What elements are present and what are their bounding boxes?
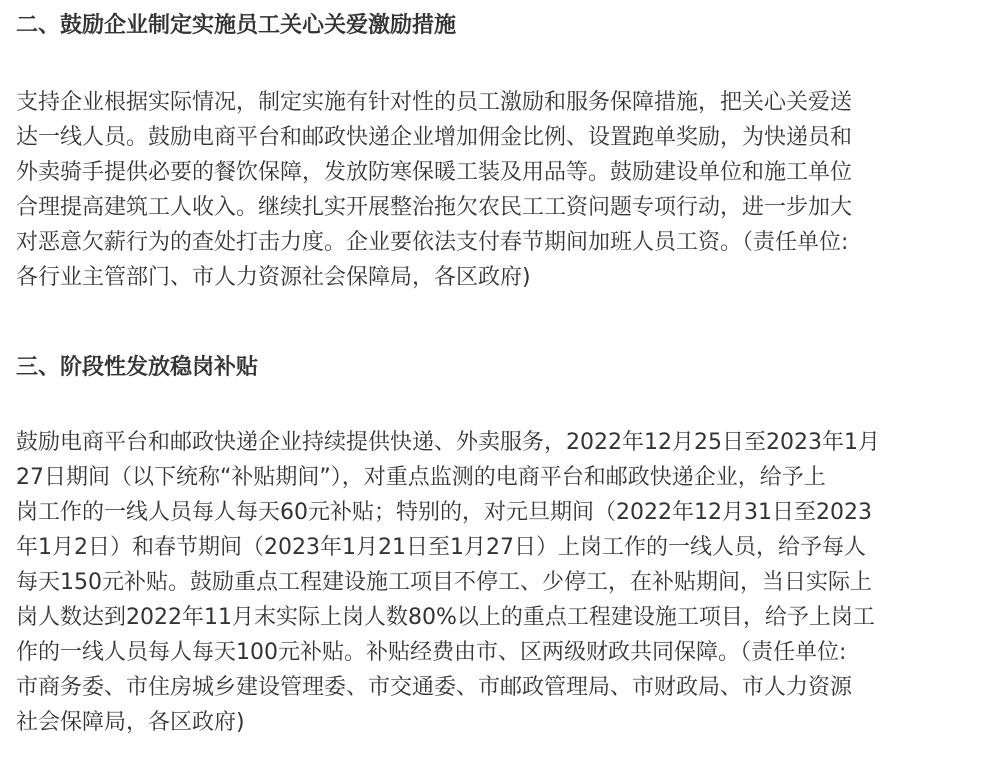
paragraph-line: 支持企业根据实际情况，制定实施有针对性的员工激励和服务保障措施，把关心关爱送	[16, 90, 853, 115]
paragraph-line: 年1月2日）和春节期间（2023年1月21日至1月27日）上岗工作的一线人员，给予每人	[16, 535, 866, 560]
section-heading: 二、鼓励企业制定实施员工关心关爱激励措施	[16, 13, 457, 38]
paragraph-line: 鼓励电商平台和邮政快递企业持续提供快递、外卖服务，2022年12月25日至2023年1月	[16, 430, 880, 455]
paragraph-line: 每天150元补贴。鼓励重点工程建设施工项目不停工、少停工，在补贴期间，当日实际上	[16, 570, 872, 595]
paragraph-line: 社会保障局，各区政府)	[16, 710, 245, 735]
paragraph-line: 各行业主管部门、市人力资源社会保障局，各区政府)	[16, 265, 531, 290]
paragraph-line: 岗工作的一线人员每人每天60元补贴；特别的，对元旦期间（2022年12月31日至2023	[16, 500, 872, 525]
section-heading: 三、阶段性发放稳岗补贴	[16, 355, 259, 380]
paragraph-line: 合理提高建筑工人收入。继续扎实开展整治拖欠农民工工资问题专项行动，进一步加大	[16, 195, 853, 220]
paragraph-line: 作的一线人员每人每天100元补贴。补贴经费由市、区两级财政共同保障。（责任单位:	[16, 640, 847, 665]
paragraph-line: 市商务委、市住房城乡建设管理委、市交通委、市邮政管理局、市财政局、市人力资源	[16, 675, 853, 700]
paragraph-line: 达一线人员。鼓励电商平台和邮政快递企业增加佣金比例、设置跑单奖励，为快递员和	[16, 125, 853, 150]
section-paragraph	[16, 85, 852, 295]
paragraph-line: 对恶意欠薪行为的查处打击力度。企业要依法支付春节期间加班人员工资。（责任单位:	[16, 230, 849, 255]
section-paragraph	[16, 425, 880, 740]
paragraph-line: 外卖骑手提供必要的餐饮保障，发放防寒保暖工装及用品等。鼓励建设单位和施工单位	[16, 160, 853, 185]
paragraph-line: 岗人数达到2022年11月末实际上岗人数80%以上的重点工程建设施工项目，给予上岗工	[16, 605, 875, 630]
paragraph-line: 27日期间（以下统称“补贴期间”），对重点监测的电商平台和邮政快递企业，给予上	[16, 465, 826, 490]
